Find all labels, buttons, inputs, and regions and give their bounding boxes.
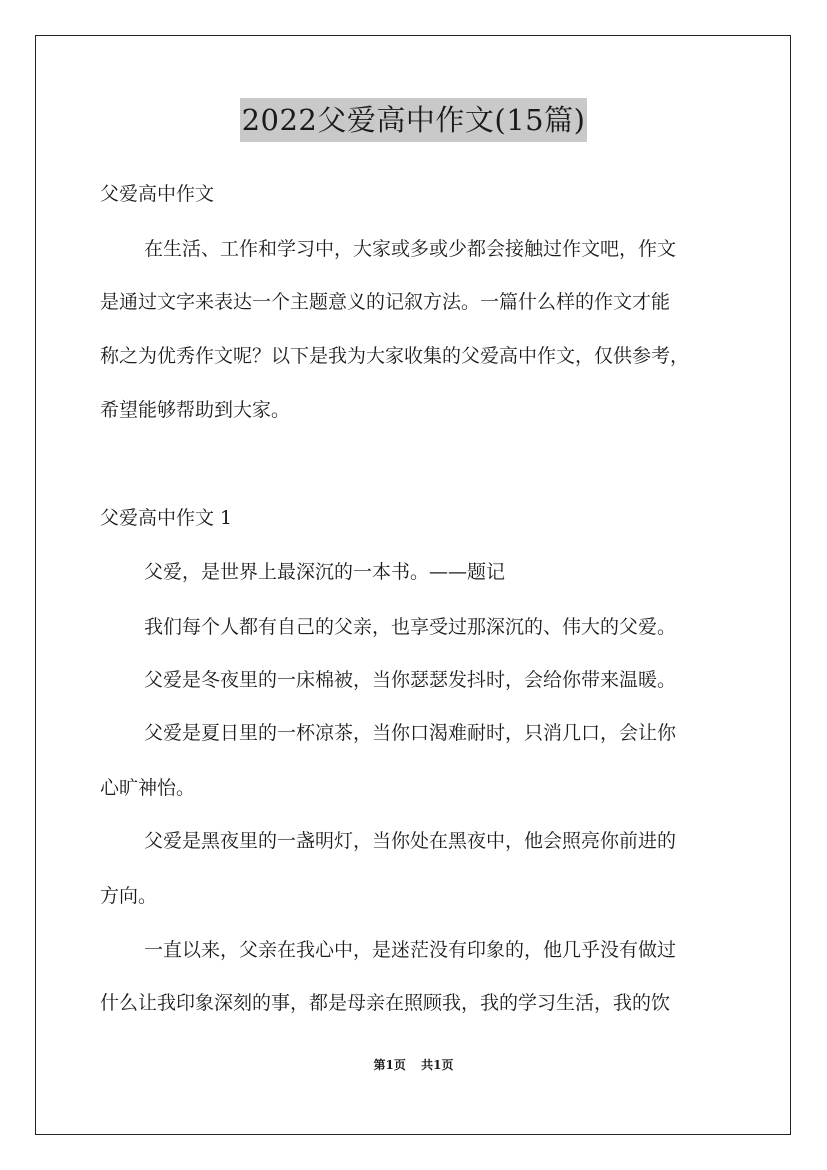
essay-line: 父爱是冬夜里的一床棉被，当你瑟瑟发抖时，会给你带来温暖。 [144,669,677,691]
page-total: 共1页 [421,1058,454,1072]
essay-line: 我们每个人都有自己的父亲，也享受过那深沉的、伟大的父爱。 [144,616,677,638]
essay-line: 心旷神怡。 [100,777,196,799]
essay-heading: 父爱高中作文 1 [100,507,233,529]
essay-line: 父爱是夏日里的一杯凉茶，当你口渴难耐时，只消几口，会让你 [144,722,677,744]
title-container [0,98,827,142]
section-heading: 父爱高中作文 [100,183,215,205]
document-title: 2022父爱高中作文(15篇) [240,98,588,142]
essay-line: 父爱是黑夜里的一盏明灯，当你处在黑夜中，他会照亮你前进的 [144,830,677,852]
intro-line: 是通过文字来表达一个主题意义的记叙方法。一篇什么样的作文才能 [100,291,671,313]
intro-line: 希望能够帮助到大家。 [100,399,291,421]
page-footer [0,1056,827,1073]
essay-line: 什么让我印象深刻的事，都是母亲在照顾我，我的学习生活，我的饮 [100,992,671,1014]
intro-line: 称之为优秀作文呢？以下是我为大家收集的父爱高中作文，仅供参考， [100,345,690,367]
essay-line: 方向。 [100,885,158,907]
essay-line: 父爱，是世界上最深沉的一本书。——题记 [144,561,506,583]
page-number: 第1页 [373,1058,406,1072]
essay-line: 一直以来，父亲在我心中，是迷茫没有印象的，他几乎没有做过 [144,939,677,961]
intro-line: 在生活、工作和学习中，大家或多或少都会接触过作文吧，作文 [144,238,677,260]
